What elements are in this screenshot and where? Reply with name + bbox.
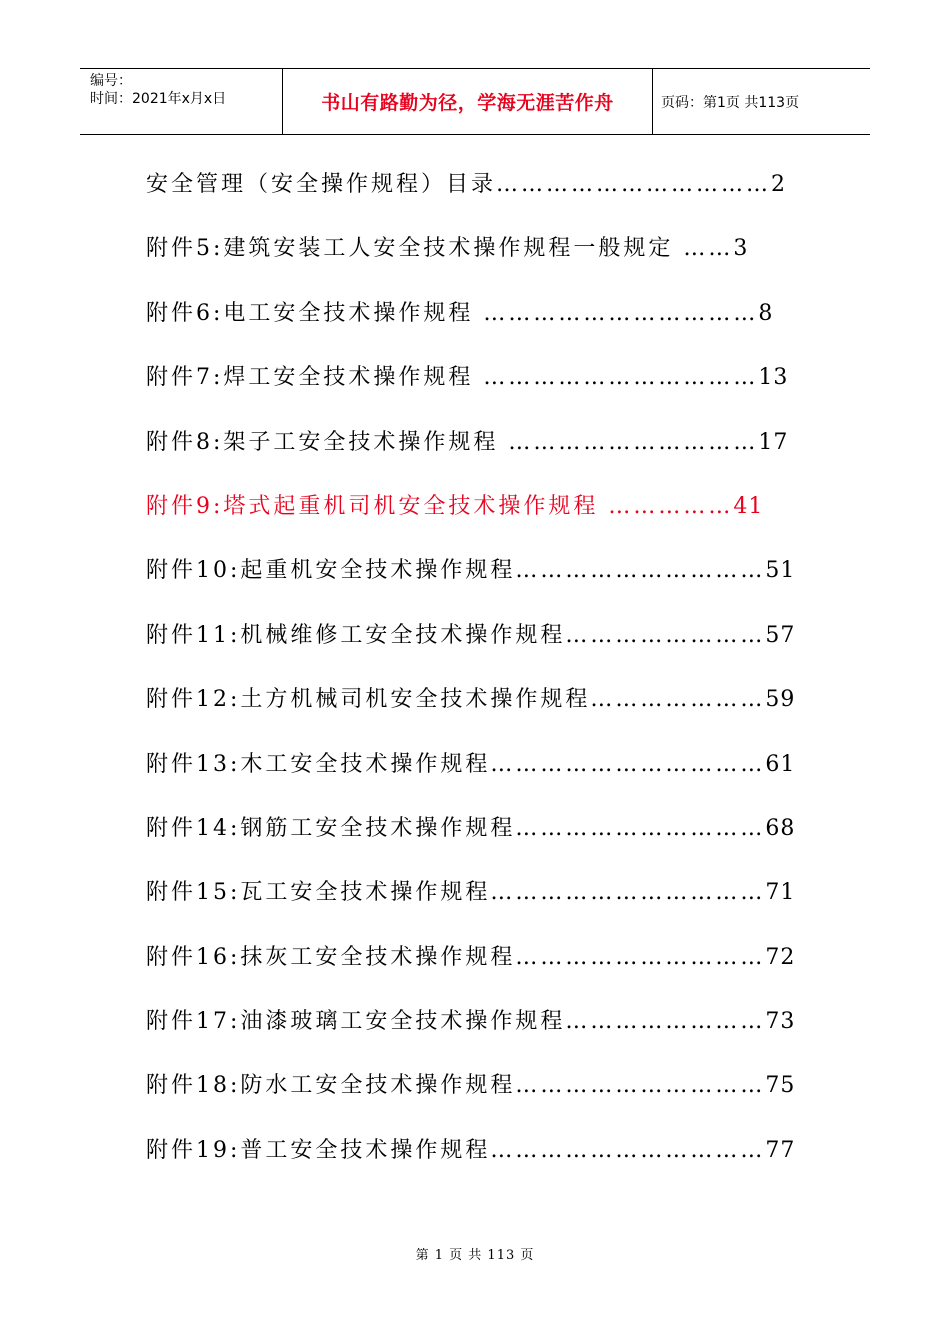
toc-entry-title: 附件14:钢筋工安全技术操作规程 — [146, 815, 516, 841]
toc-entry[interactable] — [146, 740, 796, 804]
page-header — [80, 68, 870, 135]
toc-entry-title: 附件17:油漆玻璃工安全技术操作规程 — [146, 1009, 566, 1035]
toc-entry-leader: ………………… — [590, 687, 766, 713]
toc-entry-leader: …………………………… — [490, 1137, 766, 1163]
toc-entry-title: 附件13:木工安全技术操作规程 — [146, 751, 491, 777]
toc-entry[interactable] — [146, 868, 796, 932]
toc-entry-page-number: 51 — [765, 558, 796, 584]
header-page-info: 页码：第1页 共113页 — [661, 94, 800, 111]
header-motto: 书山有路勤为径，学海无涯苦作舟 — [283, 69, 653, 134]
toc-entry-page-number: 57 — [765, 622, 796, 648]
toc-entry-leader: ………………………… — [508, 429, 759, 455]
document-number-label: 编号： — [90, 73, 132, 89]
toc-entry-leader: …………………… — [565, 1009, 766, 1035]
toc-entry-leader: ………………………… — [515, 1073, 766, 1099]
toc-entry-page-number: 73 — [765, 1009, 796, 1035]
toc-entry-title: 附件7:焊工安全技术操作规程 — [146, 365, 484, 391]
toc-entry[interactable] — [146, 1061, 796, 1125]
toc-entry[interactable] — [146, 997, 796, 1061]
page-footer: 第 1 页 共 113 页 — [415, 1248, 535, 1263]
toc-entry[interactable] — [146, 418, 796, 482]
toc-entry-leader: …………………………… — [490, 880, 766, 906]
toc-entry-page-number: 75 — [765, 1073, 796, 1099]
toc-entry-page-number: 41 — [733, 493, 764, 519]
header-meta — [80, 69, 283, 134]
toc-entry-page-number: 61 — [765, 751, 796, 777]
toc-entry-leader: …………………………… — [496, 172, 772, 197]
toc-entry[interactable] — [146, 289, 796, 353]
toc-entry[interactable] — [146, 933, 796, 997]
toc-entry-leader: …………………………… — [490, 751, 766, 777]
toc-entry-page-number: 59 — [765, 687, 796, 713]
toc-entry[interactable] — [146, 675, 796, 739]
toc-entry-title: 附件19:普工安全技术操作规程 — [146, 1137, 491, 1163]
toc-entry[interactable] — [146, 353, 796, 417]
toc-entry-title: 附件11:机械维修工安全技术操作规程 — [146, 622, 566, 648]
toc-entry-leader: ………………………… — [515, 815, 766, 841]
toc-entry-page-number: 13 — [758, 365, 789, 391]
toc-entry-leader: …………………………… — [483, 365, 759, 391]
toc-entry[interactable] — [146, 482, 796, 546]
toc-entry-title: 附件8:架子工安全技术操作规程 — [146, 429, 509, 455]
table-of-contents — [146, 160, 796, 1190]
toc-entry-title: 附件15:瓦工安全技术操作规程 — [146, 880, 491, 906]
toc-entry-title: 附件5:建筑安装工人安全技术操作规程一般规定 — [146, 236, 684, 262]
toc-entry-page-number: 71 — [765, 880, 796, 906]
document-date: 时间：2021年x月x日 — [90, 91, 227, 107]
toc-entry-title: 附件12:土方机械司机安全技术操作规程 — [146, 687, 591, 713]
toc-entry[interactable] — [146, 1126, 796, 1190]
toc-entry-title: 附件9:塔式起重机司机安全技术操作规程 — [146, 493, 609, 519]
toc-entry-page-number: 77 — [765, 1137, 796, 1163]
toc-entry-page-number: 68 — [765, 815, 796, 841]
toc-entry-leader: ………………………… — [515, 558, 766, 584]
toc-entry-page-number: 8 — [758, 300, 774, 326]
toc-entry[interactable] — [146, 224, 796, 288]
toc-entry-leader: …………………… — [565, 622, 766, 648]
toc-entry-leader: …………………………… — [483, 300, 759, 326]
toc-entry-leader: ………………………… — [515, 944, 766, 970]
toc-entry-page-number: 3 — [733, 236, 749, 262]
toc-entry-page-number: 2 — [771, 172, 787, 197]
toc-entry[interactable] — [146, 160, 796, 224]
toc-entry-title: 附件10:起重机安全技术操作规程 — [146, 558, 516, 584]
toc-entry[interactable] — [146, 611, 796, 675]
toc-entry-title: 附件16:抹灰工安全技术操作规程 — [146, 944, 516, 970]
toc-entry[interactable] — [146, 804, 796, 868]
toc-entry[interactable] — [146, 546, 796, 610]
toc-entry-title: 安全管理（安全操作规程）目录 — [146, 172, 497, 197]
toc-entry-leader: …………… — [608, 493, 734, 519]
toc-entry-leader: …… — [683, 236, 734, 262]
toc-entry-title: 附件6:电工安全技术操作规程 — [146, 300, 484, 326]
toc-entry-title: 附件18:防水工安全技术操作规程 — [146, 1073, 516, 1099]
toc-entry-page-number: 17 — [758, 429, 789, 455]
toc-entry-page-number: 72 — [765, 944, 796, 970]
